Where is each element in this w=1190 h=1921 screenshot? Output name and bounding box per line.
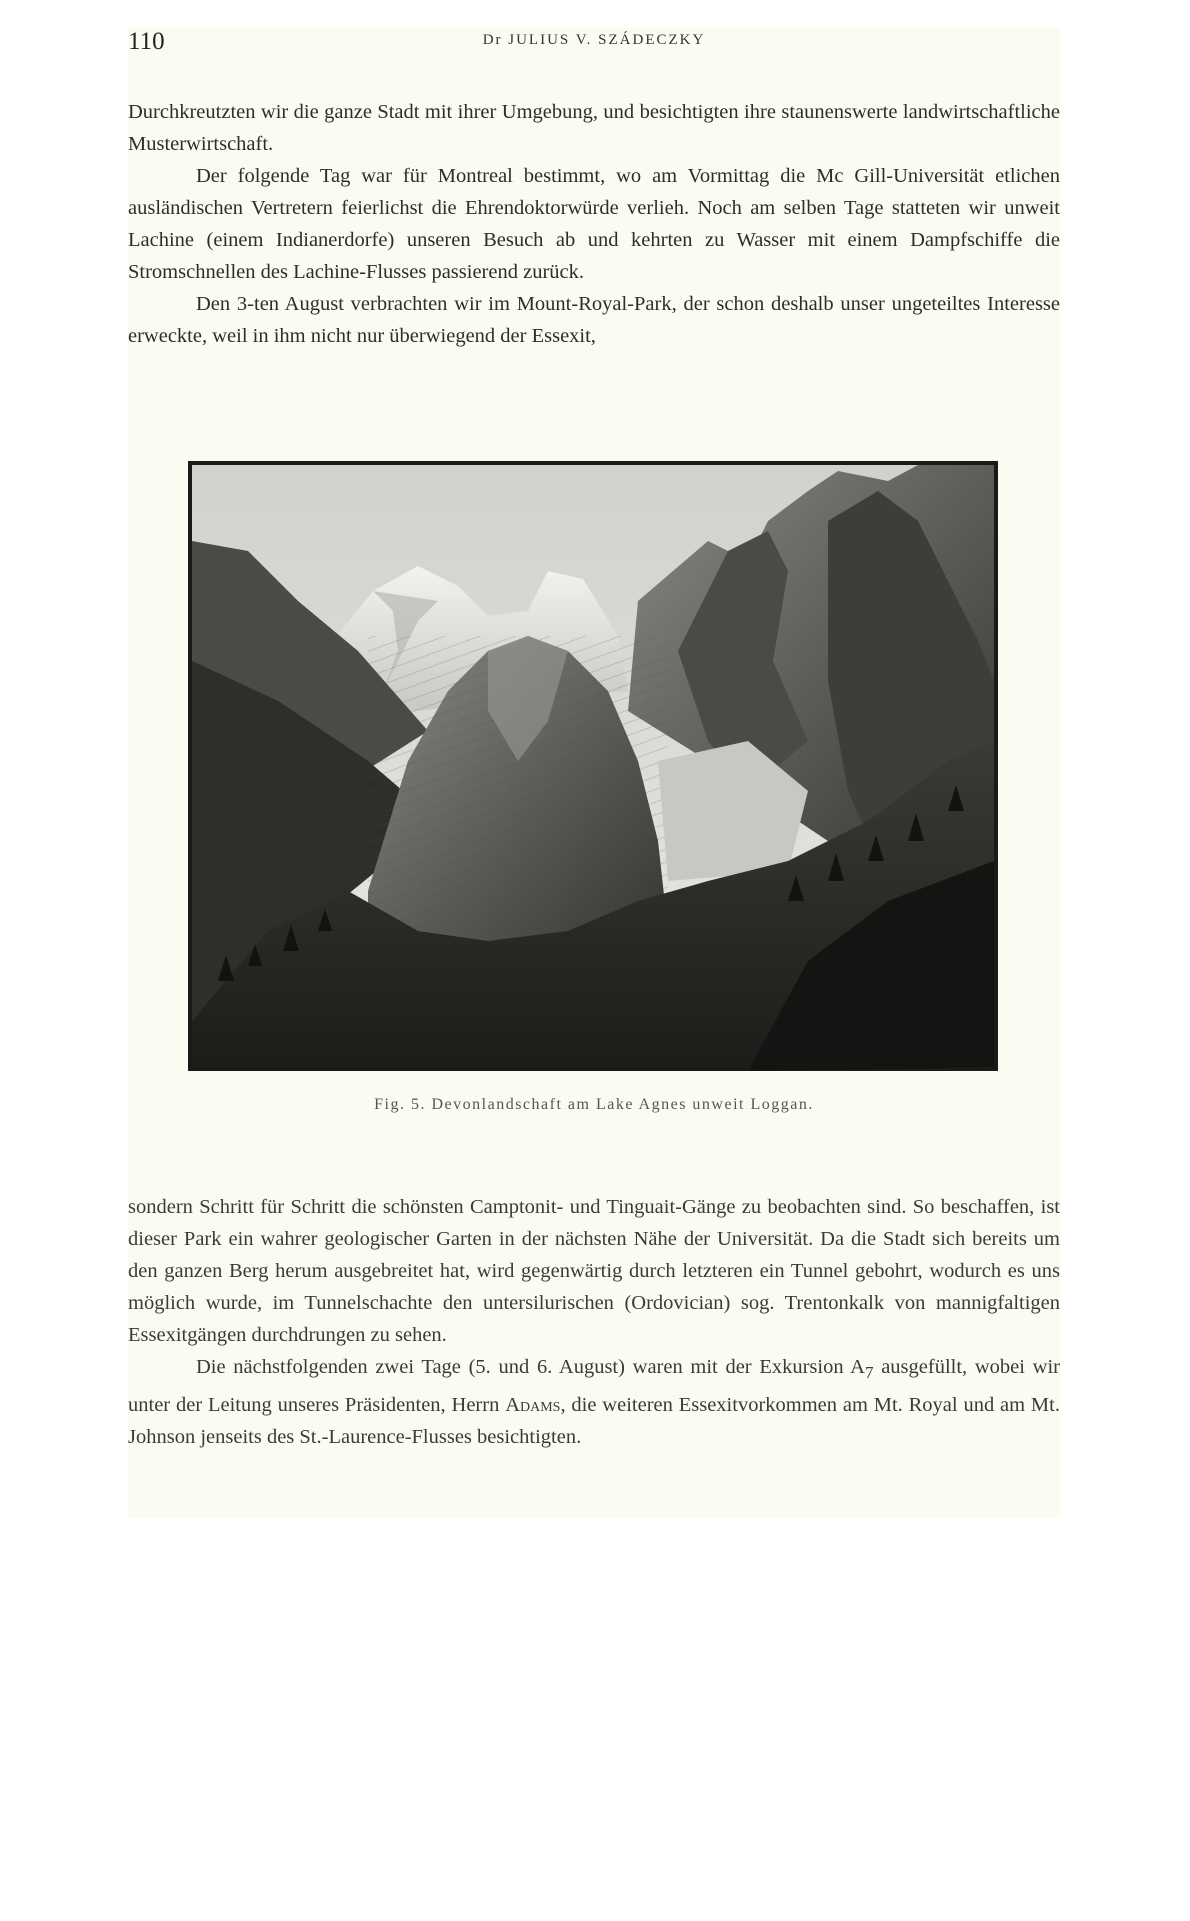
paragraph: sondern Schritt für Schritt die schönsten Camptonit- und Tinguait-Gänge zu beobachten sind. So beschaffen, ist dieser Park ein wahrer geologischer Garten in der nächsten Nähe der Universität. Da die Stadt sich bereits um den ganzen Berg herum ausgebreitet hat, wird gegenwärtig durch letzteren ein Tunnel gebohrt, wodurch es uns möglich wurde, im Tunnelschachte den untersilurischen (Ordovician) sog. Trentonkalk von mannigfaltigen Essexitgängen durchdrungen zu sehen.: [128, 1196, 1060, 1346]
person-name: Adams: [505, 1394, 561, 1417]
page: [128, 28, 1060, 1518]
running-head: Dr JULIUS V. SZÁDECZKY: [482, 32, 706, 48]
paragraph: Den 3-ten August verbrachten wir im Mount-Royal-Park, der schon deshalb unser ungeteiltes Interesse erweckte, weil in ihm nicht nur überwiegend der Essexit,: [128, 293, 1060, 347]
paragraph: Der folgende Tag war für Montreal bestimmt, wo am Vormittag die Mc Gill-Universität etlichen ausländischen Vertretern feierlichst die Ehrendoktorwürde verlieh. Noch am selben Tage statteten wir unweit Lachine (einem Indianerdorfe) unseren Besuch ab und kehrten zu Wasser mit einem Dampfschiffe die Stromschnellen des Lachine-Flusses passierend zurück.: [128, 165, 1060, 283]
body-text-top: [128, 96, 1060, 352]
body-text-bottom: [128, 1191, 1060, 1453]
figure-photograph: [188, 461, 998, 1071]
page-header: [128, 28, 1060, 78]
figure-caption: Fig. 5. Devonlandschaft am Lake Agnes unweit Loggan.: [374, 1096, 814, 1113]
paragraph: Durchkreutzten wir die ganze Stadt mit ihrer Umgebung, und besichtigten ihre staunenswerte landwirtschaftliche Musterwirtschaft.: [128, 101, 1060, 155]
mountain-landscape-photo: [188, 461, 998, 1071]
page-number: 110: [128, 28, 165, 55]
paragraph: Die nächstfolgenden zwei Tage (5. und 6. August) waren mit der Exkursion $A_7$ ausgefüllt, wobei wir unter der Leitung unseres Präsidenten, Herrn Adams, die weiteren Essexitvorkommen am Mt. Royal und am Mt. Johnson jenseits des St.-Laurence-Flusses besichtigten.: [128, 1356, 1060, 1449]
